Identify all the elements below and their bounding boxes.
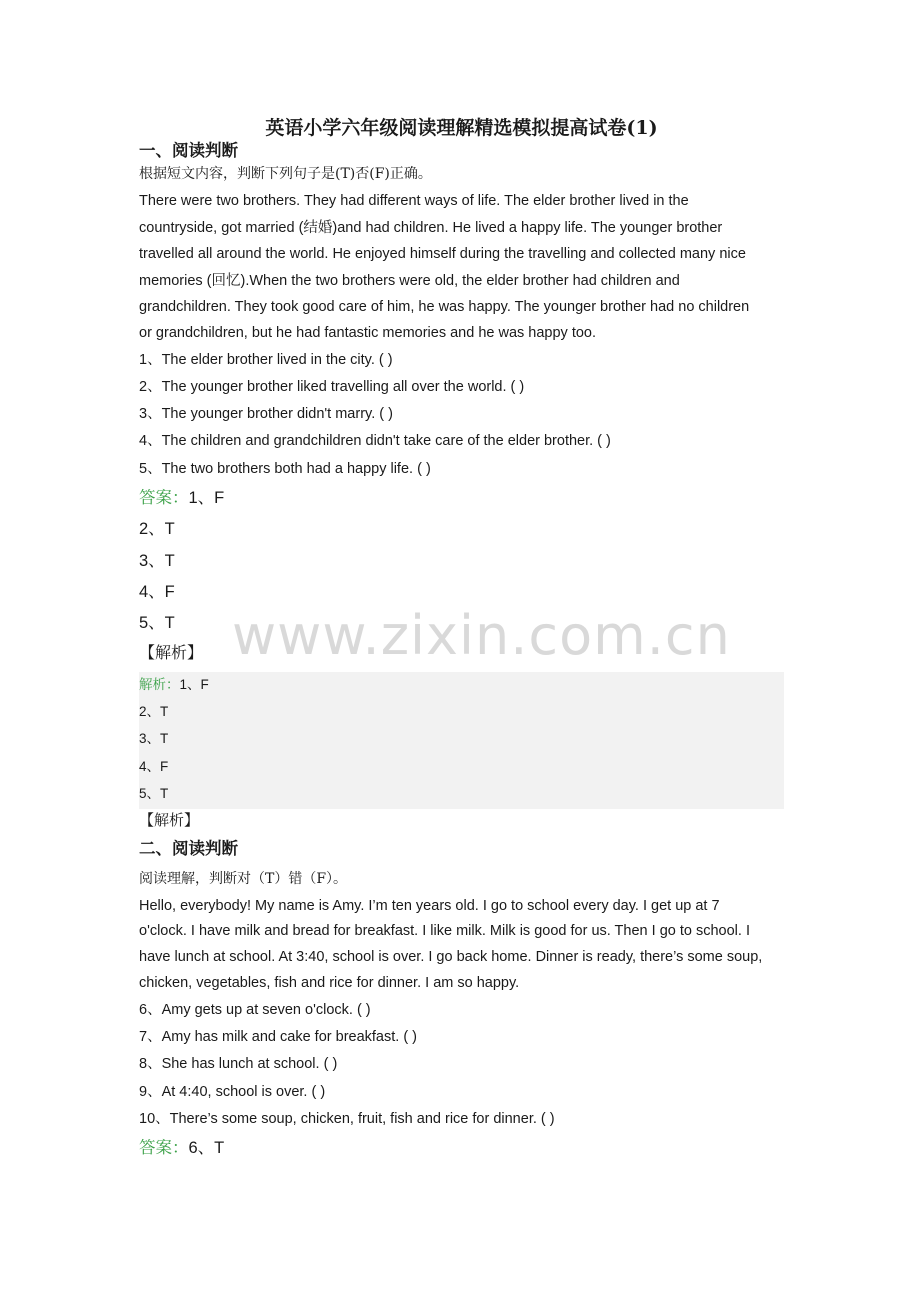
document-title: 英语小学六年级阅读理解精选模拟提高试卷(1) (265, 117, 658, 139)
analysis-item: 4、F (139, 759, 169, 774)
question-item: 10、There’s some soup, chicken, fruit, fish and rice for dinner. ( ) (139, 1111, 555, 1127)
passage1-line: grandchildren. They took good care of him, he was happy. The younger brother had no children (139, 299, 750, 315)
answer-line (139, 487, 224, 509)
answer-item: 4、F (139, 583, 175, 601)
watermark-text: www.zixin.com.cn (232, 604, 731, 667)
question-item: 5、The two brothers both had a happy life. ( ) (139, 461, 431, 477)
answer-item: 2、T (139, 520, 175, 538)
passage2-line: chicken, vegetables, fish and rice for dinner. I am so happy. (139, 975, 520, 991)
analysis-heading: 【解析】 (139, 643, 204, 662)
analysis-item: 1、F (179, 677, 209, 692)
analysis-label: 解析： (139, 677, 180, 693)
passage1-line: travelled all around the world. He enjoyed himself during the travelling and collected many nice (139, 246, 746, 262)
section2-heading: 二、阅读判断 (139, 839, 238, 858)
question-item: 1、The elder brother lived in the city. ( ) (139, 352, 393, 368)
passage1-line: There were two brothers. They had different ways of life. The elder brother lived in the (139, 193, 689, 209)
question-item: 4、The children and grandchildren didn't take care of the elder brother. ( ) (139, 433, 611, 449)
answer-item: 6、T (188, 1139, 225, 1157)
section2-instruction: 阅读理解，判断对（T）错（F）。 (139, 871, 348, 887)
section1-instruction: 根据短文内容，判断下列句子是(T)否(F)正确。 (139, 166, 432, 182)
answer-item: 5、T (139, 614, 175, 632)
analysis-box (139, 672, 784, 809)
question-item: 8、She has lunch at school. ( ) (139, 1056, 338, 1072)
analysis-item: 2、T (139, 704, 169, 719)
question-item: 7、Amy has milk and cake for breakfast. ( ) (139, 1029, 418, 1045)
question-item: 9、At 4:40, school is over. ( ) (139, 1084, 326, 1100)
section1-heading: 一、阅读判断 (139, 141, 238, 160)
question-item: 2、The younger brother liked travelling all over the world. ( ) (139, 379, 525, 395)
passage2-line: o'clock. I have milk and bread for breakfast. I like milk. Milk is good for us. Then I go to school. I (139, 923, 750, 939)
passage1-line: or grandchildren, but he had fantastic memories and he was happy too. (139, 325, 597, 341)
analysis-footer: 【解析】 (139, 811, 200, 829)
answer-item: 3、T (139, 552, 175, 570)
passage1-line: memories (回忆).When the two brothers were old, the elder brother had children and (139, 273, 680, 289)
answer-label: 答案： (139, 1138, 189, 1157)
question-item: 6、Amy gets up at seven o'clock. ( ) (139, 1002, 371, 1018)
question-item: 3、The younger brother didn't marry. ( ) (139, 406, 393, 422)
analysis-item: 5、T (139, 786, 169, 801)
analysis-item: 3、T (139, 731, 169, 746)
answer-line (139, 1137, 224, 1159)
passage2-line: have lunch at school. At 3:40, school is over. I go back home. Dinner is ready, there’s some soup, (139, 949, 763, 965)
passage2-line: Hello, everybody! My name is Amy. I’m ten years old. I go to school every day. I get up at 7 (139, 898, 720, 914)
answer-item: 1、F (188, 489, 225, 507)
passage1-line: countryside, got married (结婚)and had children. He lived a happy life. The younger brother (139, 220, 723, 236)
answer-label: 答案： (139, 488, 189, 507)
analysis-line (139, 675, 209, 695)
